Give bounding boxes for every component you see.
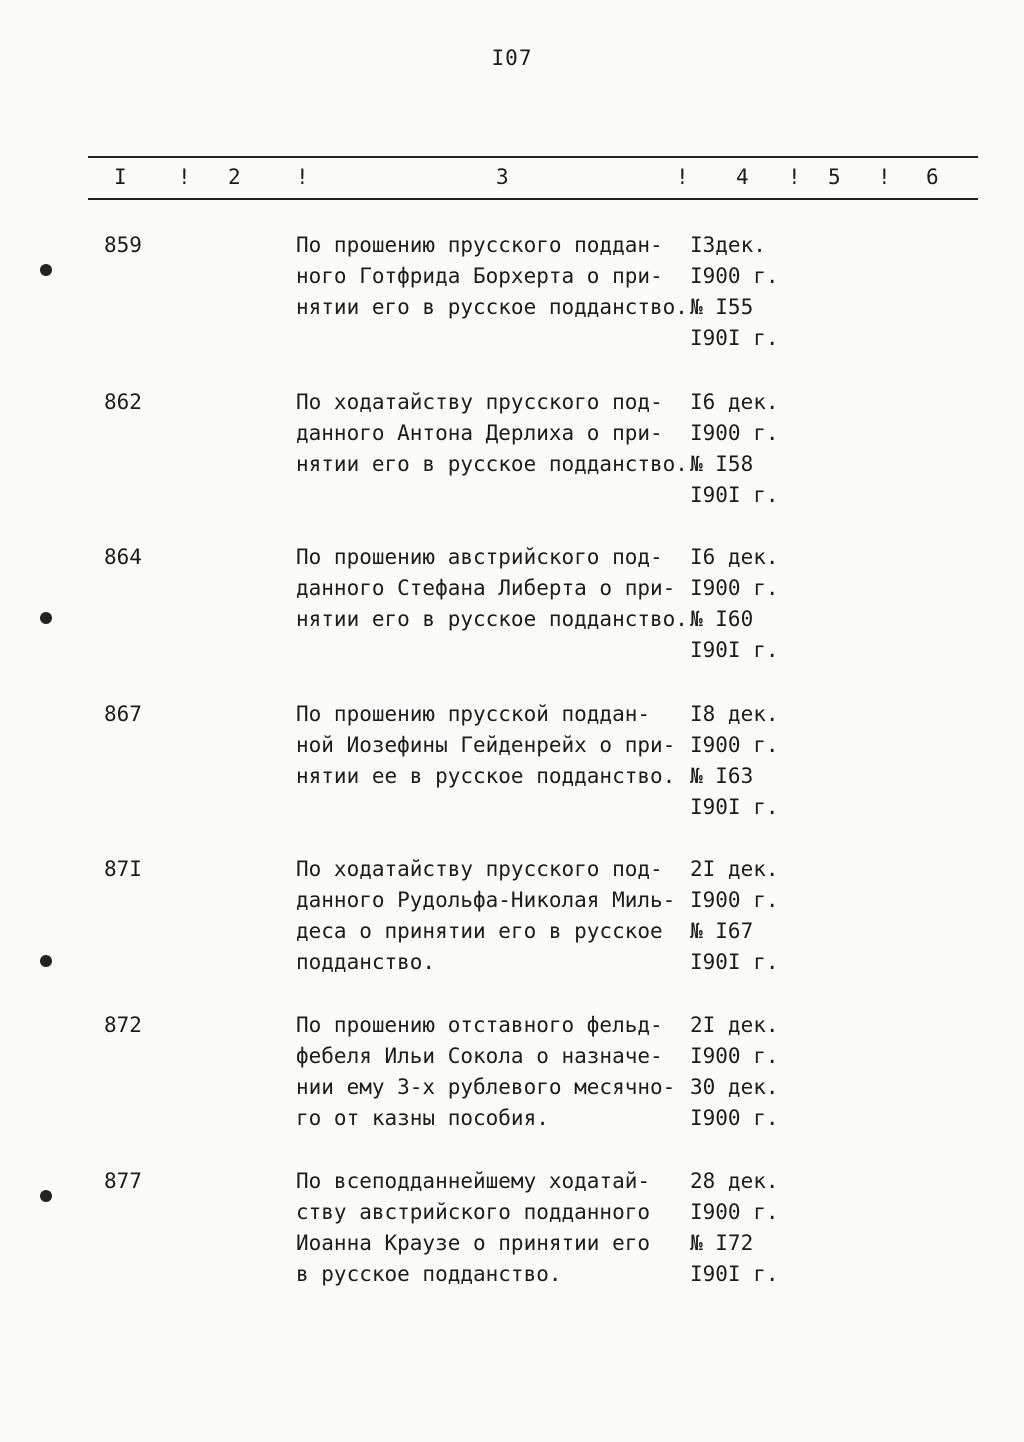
entry-number: 877 — [104, 1169, 142, 1193]
entry-date — [690, 854, 790, 978]
date-line: I6 дек. — [690, 545, 779, 569]
table-row — [0, 699, 1024, 829]
date-line: № I67 — [690, 919, 754, 943]
description-line: данного Антона Дерлиха о при- — [296, 421, 663, 445]
entry-number: 862 — [104, 390, 142, 414]
date-line: 28 дек. — [690, 1169, 779, 1193]
description-line: фебеля Ильи Сокола о назначе- — [296, 1044, 663, 1068]
date-line: I90I г. — [690, 1262, 779, 1286]
entry-number: 859 — [104, 233, 142, 257]
entry-description — [296, 387, 688, 480]
header-separator: ! — [296, 165, 309, 189]
date-line: 2I дек. — [690, 1013, 779, 1037]
entry-date — [690, 1166, 790, 1290]
table-rule-bottom — [88, 198, 978, 200]
description-line: ного Готфрида Борхерта о при- — [296, 264, 663, 288]
date-line: I90I г. — [690, 326, 779, 350]
date-line: № I58 — [690, 452, 754, 476]
description-line: ной Иозефины Гейденрейх о при- — [296, 733, 676, 757]
description-line: По всеподданнейшему ходатай- — [296, 1169, 651, 1193]
date-line: I90I г. — [690, 795, 779, 819]
header-col-2: 2 — [228, 165, 241, 189]
entry-description — [296, 230, 688, 323]
table-rule-top — [88, 156, 978, 158]
entry-date — [690, 542, 790, 666]
date-line: I900 г. — [690, 421, 779, 445]
date-line: I900 г. — [690, 888, 779, 912]
table-row — [0, 387, 1024, 517]
description-line: в русское подданство. — [296, 1262, 562, 1286]
date-line: I90I г. — [690, 483, 779, 507]
page-number: I07 — [491, 46, 533, 70]
header-col-4: 4 — [736, 165, 749, 189]
description-line: нятии его в русское подданство. — [296, 452, 688, 476]
table-row — [0, 1166, 1024, 1296]
table-row — [0, 230, 1024, 360]
description-line: ству австрийского подданного — [296, 1200, 651, 1224]
date-line: I90I г. — [690, 638, 779, 662]
entry-date — [690, 699, 790, 823]
date-line: I900 г. — [690, 576, 779, 600]
entry-number: 864 — [104, 545, 142, 569]
description-line: По ходатайству прусского под- — [296, 857, 663, 881]
entry-description — [296, 699, 688, 792]
entry-description — [296, 1166, 688, 1290]
description-line: данного Стефана Либерта о при- — [296, 576, 676, 600]
date-line: I900 г. — [690, 264, 779, 288]
date-line: I3дек. — [690, 233, 766, 257]
date-line: I90I г. — [690, 950, 779, 974]
header-col-5: 5 — [828, 165, 841, 189]
table-row — [0, 1010, 1024, 1140]
entry-date — [690, 1010, 790, 1134]
entry-description — [296, 542, 688, 635]
date-line: № I63 — [690, 764, 754, 788]
header-separator: ! — [878, 165, 891, 189]
entry-number: 867 — [104, 702, 142, 726]
punch-hole — [40, 955, 52, 967]
description-line: го от казны пособия. — [296, 1106, 549, 1130]
header-col-3: 3 — [496, 165, 509, 189]
header-separator: ! — [676, 165, 689, 189]
description-line: подданство. — [296, 950, 436, 974]
entry-number: 872 — [104, 1013, 142, 1037]
header-col-6: 6 — [926, 165, 939, 189]
entry-date — [690, 387, 790, 511]
header-separator: ! — [178, 165, 191, 189]
description-line: нии ему 3-х рублевого месячно- — [296, 1075, 676, 1099]
entry-number: 87I — [104, 857, 142, 881]
punch-hole — [40, 264, 52, 276]
description-line: нятии его в русское подданство. — [296, 607, 688, 631]
date-line: № I60 — [690, 607, 754, 631]
description-line: По прошению прусского поддан- — [296, 233, 663, 257]
description-line: нятии его в русское подданство. — [296, 295, 688, 319]
date-line: № I55 — [690, 295, 754, 319]
punch-hole — [40, 612, 52, 624]
description-line: По прошению отставного фельд- — [296, 1013, 663, 1037]
date-line: I900 г. — [690, 1106, 779, 1130]
date-line: 30 дек. — [690, 1075, 779, 1099]
entry-description — [296, 854, 688, 978]
date-line: I900 г. — [690, 1044, 779, 1068]
description-line: данного Рудольфа-Николая Миль- — [296, 888, 676, 912]
date-line: I8 дек. — [690, 702, 779, 726]
date-line: I6 дек. — [690, 390, 779, 414]
table-row — [0, 854, 1024, 984]
table-row — [0, 542, 1024, 672]
header-separator: ! — [788, 165, 801, 189]
date-line: № I72 — [690, 1231, 754, 1255]
entry-date — [690, 230, 790, 354]
date-line: I900 г. — [690, 733, 779, 757]
date-line: I900 г. — [690, 1200, 779, 1224]
description-line: деса о принятии его в русское — [296, 919, 663, 943]
description-line: По прошению прусской поддан- — [296, 702, 651, 726]
description-line: нятии ее в русское подданство. — [296, 764, 676, 788]
description-line: Иоанна Краузе о принятии его — [296, 1231, 651, 1255]
entry-description — [296, 1010, 688, 1134]
description-line: По ходатайству прусского под- — [296, 390, 663, 414]
date-line: 2I дек. — [690, 857, 779, 881]
description-line: По прошению австрийского под- — [296, 545, 663, 569]
punch-hole — [40, 1190, 52, 1202]
header-col-1: I — [114, 165, 127, 189]
